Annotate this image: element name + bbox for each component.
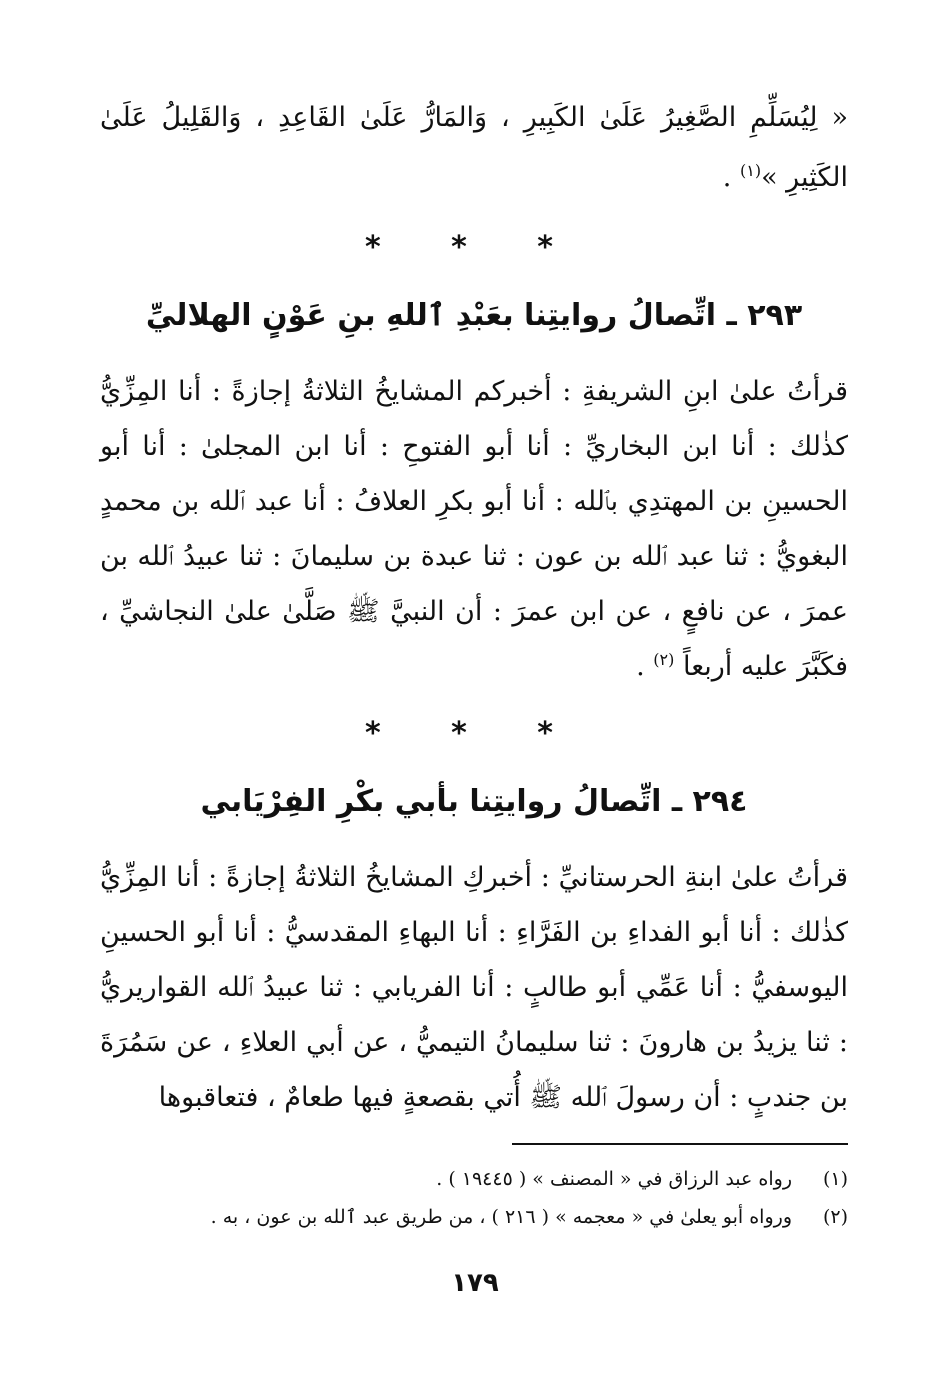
footnote-number: (٢) xyxy=(822,1206,848,1228)
footnote-text: رواه عبد الرزاق في « المصنف » ( ١٩٤٤٥ ) . xyxy=(436,1168,792,1190)
page-number: ١٧٩ xyxy=(451,1268,499,1298)
footnote-text: ورواه أبو يعلىٰ في « معجمه » ( ٢١٦ ) ، من طريق عبد ٱلله بن عون ، به . xyxy=(210,1206,792,1228)
section-text-294: قرأتُ علىٰ ابنةِ الحرستانيِّ : أخبركِ المشايخُ الثلاثةُ إجازةً : أنا المِزِّيُّ كذٰلك : أنا أبو الفداءِ بن الفَرَّاءِ : أنا البهاءِ المقدسيُّ : أنا أبو الحسينِ اليوسفيُّ : أنا عَمِّي أبو طالبٍ : أنا الفريابي : ثنا عبيدُ ٱلله القواريريُّ : ثنا يزيدُ بن هارونَ : ثنا سليمانُ التيميُّ ، عن أبي العلاءِ ، عن سَمُرَةَ بن جندبٍ : أن رسولَ ٱلله ﷺ أُتي بقصعةٍ فيها طعامٌ ، فتعاقبوها xyxy=(100,862,848,1113)
footnote-item xyxy=(100,1198,848,1236)
section-text-293: قرأتُ علىٰ ابنِ الشريفةِ : أخبركم المشايخُ الثلاثةُ إجازةً : أنا المِزِّيُّ كذٰلك : أنا ابن البخاريِّ : أنا أبو الفتوحِ : أنا ابن المجلىٰ : أنا أبو الحسينِ بن المهتدِي بٱلله : أنا أبو بكرِ العلافُ : أنا عبد ٱلله بن محمدٍ البغويُّ : ثنا عبد ٱلله بن عون : ثنا عبدة بن سليمانَ : ثنا عبيدُ ٱلله بن عمرَ ، عن نافعٍ ، عن ابن عمرَ : أن النبيَّ ﷺ صَلَّىٰ علىٰ النجاشيِّ ، فكَبَّرَ عليه أربعاً xyxy=(100,376,848,682)
section-end-293: . xyxy=(636,651,654,682)
intro-end: . xyxy=(722,162,740,193)
footnote-item xyxy=(100,1160,848,1198)
intro-text: « لِيُسَلِّمِ الصَّغِيرُ عَلَىٰ الكَبِيرِ ، وَالمَارُّ عَلَىٰ القَاعِدِ ، وَالقَلِيلُ عَلَىٰ الكَثِيرِ » xyxy=(100,102,848,193)
footnote-divider xyxy=(512,1143,848,1145)
footnote-number: (١) xyxy=(822,1168,848,1190)
intro-paragraph xyxy=(100,88,848,208)
separator-stars-1: * * * xyxy=(365,230,583,265)
page-body xyxy=(100,88,848,1125)
section-heading-293: ٢٩٣ ـ اتِّصالُ روايتِنا بعَبْدِ ٱللهِ بنِ عَوْنٍ الهلاليِّ xyxy=(145,298,803,333)
footnote-ref-2[interactable]: (٢) xyxy=(653,650,675,669)
section-body-294 xyxy=(100,850,848,1125)
footnotes xyxy=(100,1160,848,1236)
section-body-293 xyxy=(100,364,848,694)
section-heading-294: ٢٩٤ ـ اتِّصالُ روايتِنا بأبي بكْرِ الفِرْيَابي xyxy=(200,784,748,819)
footnote-ref-1[interactable]: (١) xyxy=(739,161,762,180)
separator-stars-2: * * * xyxy=(365,716,583,751)
